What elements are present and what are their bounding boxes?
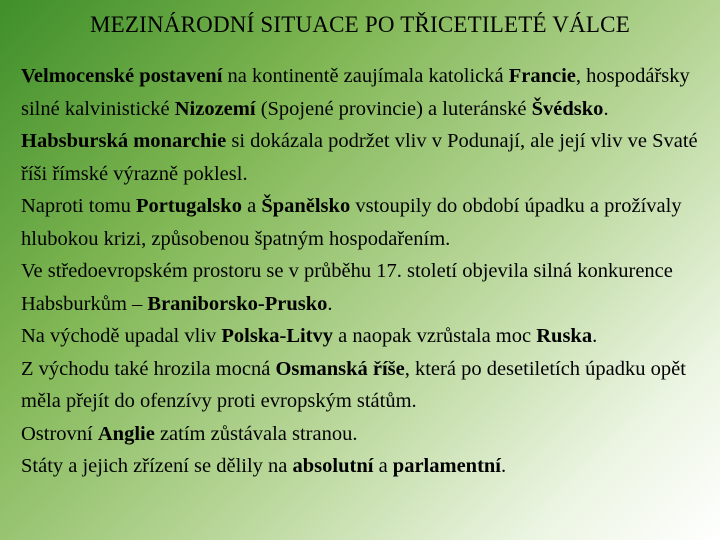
paragraph [21,418,711,451]
highlighted-term: Polska-Litvy [221,325,334,347]
highlighted-term: Braniborsko-Prusko [147,292,328,315]
paragraph-text: . [501,455,507,477]
highlighted-term: Portugalsko [136,195,242,217]
highlighted-term: Španělsko [261,195,351,217]
paragraph [21,353,711,418]
paragraph-text: Ostrovní [21,422,98,445]
highlighted-term: Anglie [97,422,155,445]
highlighted-term: Habsburská monarchie [21,130,227,152]
highlighted-term: Ruska [536,325,593,347]
highlighted-term: Nizozemí [174,97,256,120]
highlighted-term: Francie [508,65,576,87]
highlighted-term: absolutní [292,455,374,477]
paragraph [21,125,711,190]
paragraph-text: , hospodářsky silné kalvinistické [21,65,690,120]
paragraph-text: . [592,325,598,347]
highlighted-term: parlamentní [392,455,501,477]
paragraph-text: Na východě upadal vliv [21,325,222,347]
slide-body [21,60,711,483]
paragraph-text: a naopak vzrůstala moc [333,325,537,347]
highlighted-term: Osmanská říše [275,357,405,380]
paragraph-text: a [373,455,393,477]
paragraph-text: vstoupily do období úpadku a prožívaly hlubokou krizi, způsobenou špatným hospodařením. [21,195,682,250]
paragraph [21,190,711,255]
highlighted-term: Velmocenské postavení [21,65,223,87]
paragraph-text: Ve středoevropském prostoru se v průběhu 17. století objevila silná konkurence Habsburkům – [21,260,673,315]
paragraph-text: zatím zůstávala stranou. [154,422,358,445]
paragraph-text: Z východu také hrozila mocná [21,357,276,380]
paragraph [21,60,711,125]
paragraph-text: (Spojené provincie) a luteránské [255,97,532,120]
paragraph [21,450,711,483]
paragraph-text: a [241,195,262,217]
paragraph-text: . [603,97,609,120]
paragraph-text: Naproti tomu [21,195,137,217]
paragraph-text: Státy a jejich zřízení se dělily na [21,455,293,477]
paragraph [21,320,711,353]
paragraph-text: , která po desetiletích úpadku opět měla přejít do ofenzívy proti evropským státům. [21,357,686,412]
paragraph-text: na kontinentě zaujímala katolická [222,65,509,87]
paragraph [21,255,711,320]
paragraph-text: . [327,292,333,315]
slide-title: MEZINÁRODNÍ SITUACE PO TŘICETILETÉ VÁLCE [90,12,630,37]
highlighted-term: Švédsko [531,97,604,120]
paragraph-text: si dokázala podržet vliv v Podunají, ale její vliv ve Svaté říši římské výrazně poklesl. [21,130,698,185]
